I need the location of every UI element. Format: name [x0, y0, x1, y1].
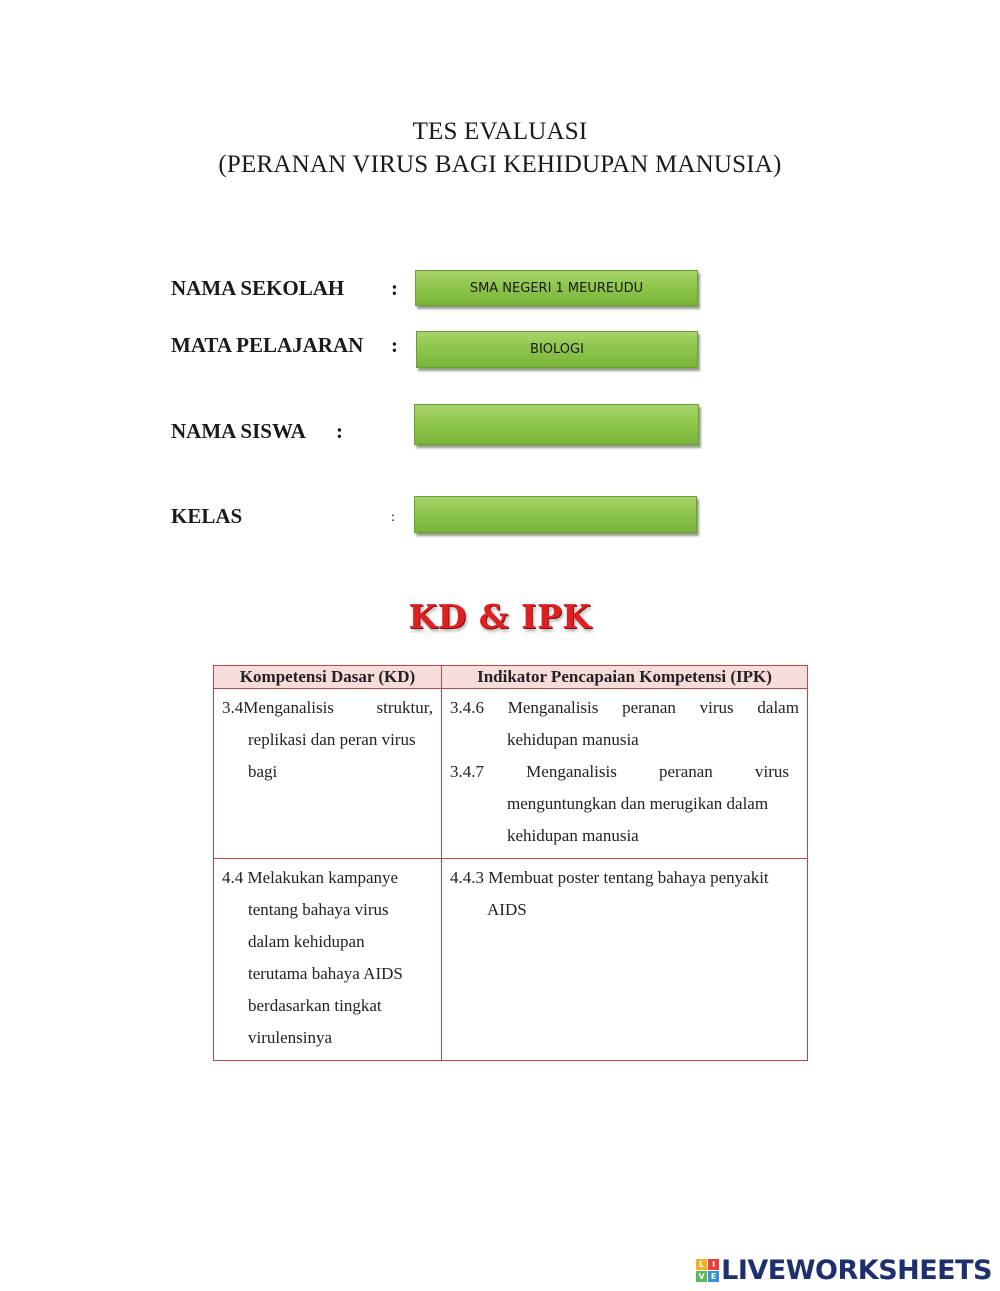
- class-label: KELAS: [171, 504, 243, 528]
- kd-ipk-heading: KD & IPK: [408, 597, 592, 636]
- kd-line: terutama bahaya AIDS: [248, 964, 403, 983]
- ipk-line: 3.4.7 Menganalisis peranan virus: [450, 762, 789, 781]
- kd-line: dalam kehidupan: [248, 932, 365, 951]
- subject-label: MATA PELAJARAN: [171, 333, 364, 357]
- school-name-field[interactable]: SMA NEGERI 1 MEUREUDU: [415, 270, 698, 306]
- kd-line: 4.4 Melakukan kampanye: [222, 868, 399, 887]
- colon: :: [391, 276, 398, 300]
- student-name-field[interactable]: [414, 404, 699, 445]
- ipk-line: 4.4.3 Membuat poster tentang bahaya penyakit: [450, 868, 769, 887]
- ipk-line: 3.4.6 Menganalisis peranan virus dalam: [450, 698, 799, 717]
- colon: :: [336, 419, 343, 443]
- ipk-column-header: Indikator Pencapaian Kompetensi (IPK): [442, 666, 808, 689]
- kd-line: virulensinya: [248, 1028, 333, 1047]
- class-field[interactable]: [414, 496, 697, 533]
- school-name-label: NAMA SEKOLAH: [171, 276, 345, 300]
- student-name-label: NAMA SISWA: [171, 419, 306, 443]
- ipk-line: menguntungkan dan merugikan dalam: [507, 794, 769, 813]
- ipk-line: kehidupan manusia: [507, 730, 639, 749]
- page-title: TES EVALUASI: [412, 118, 588, 145]
- ipk-line: kehidupan manusia: [507, 826, 639, 845]
- kd-line: tentang bahaya virus: [248, 900, 389, 919]
- subject-field[interactable]: BIOLOGI: [416, 331, 698, 368]
- colon: :: [391, 510, 395, 525]
- colon: :: [391, 333, 398, 357]
- table-row: [214, 689, 808, 859]
- kd-cell: [214, 859, 442, 1061]
- kd-column-header: Kompetensi Dasar (KD): [214, 666, 442, 689]
- table-header-row: [214, 666, 808, 689]
- page-subtitle: (PERANAN VIRUS BAGI KEHIDUPAN MANUSIA): [218, 151, 782, 178]
- table-row: [214, 859, 808, 1061]
- liveworksheets-logo: [696, 1254, 992, 1286]
- kd-line: berdasarkan tingkat: [248, 996, 382, 1015]
- liveworksheets-logo-text: LIVEWORKSHEETS: [721, 1254, 992, 1286]
- kd-cell: [214, 689, 442, 859]
- ipk-cell: [442, 689, 808, 859]
- kd-ipk-table: [213, 665, 808, 1061]
- kd-line: bagi: [248, 762, 278, 781]
- kd-line: replikasi dan peran virus: [248, 730, 416, 749]
- liveworksheets-logo-icon: L I V E: [696, 1259, 719, 1282]
- ipk-line: AIDS: [487, 900, 527, 919]
- ipk-cell: [442, 859, 808, 1061]
- kd-line: 3.4Menganalisis struktur,: [222, 698, 433, 717]
